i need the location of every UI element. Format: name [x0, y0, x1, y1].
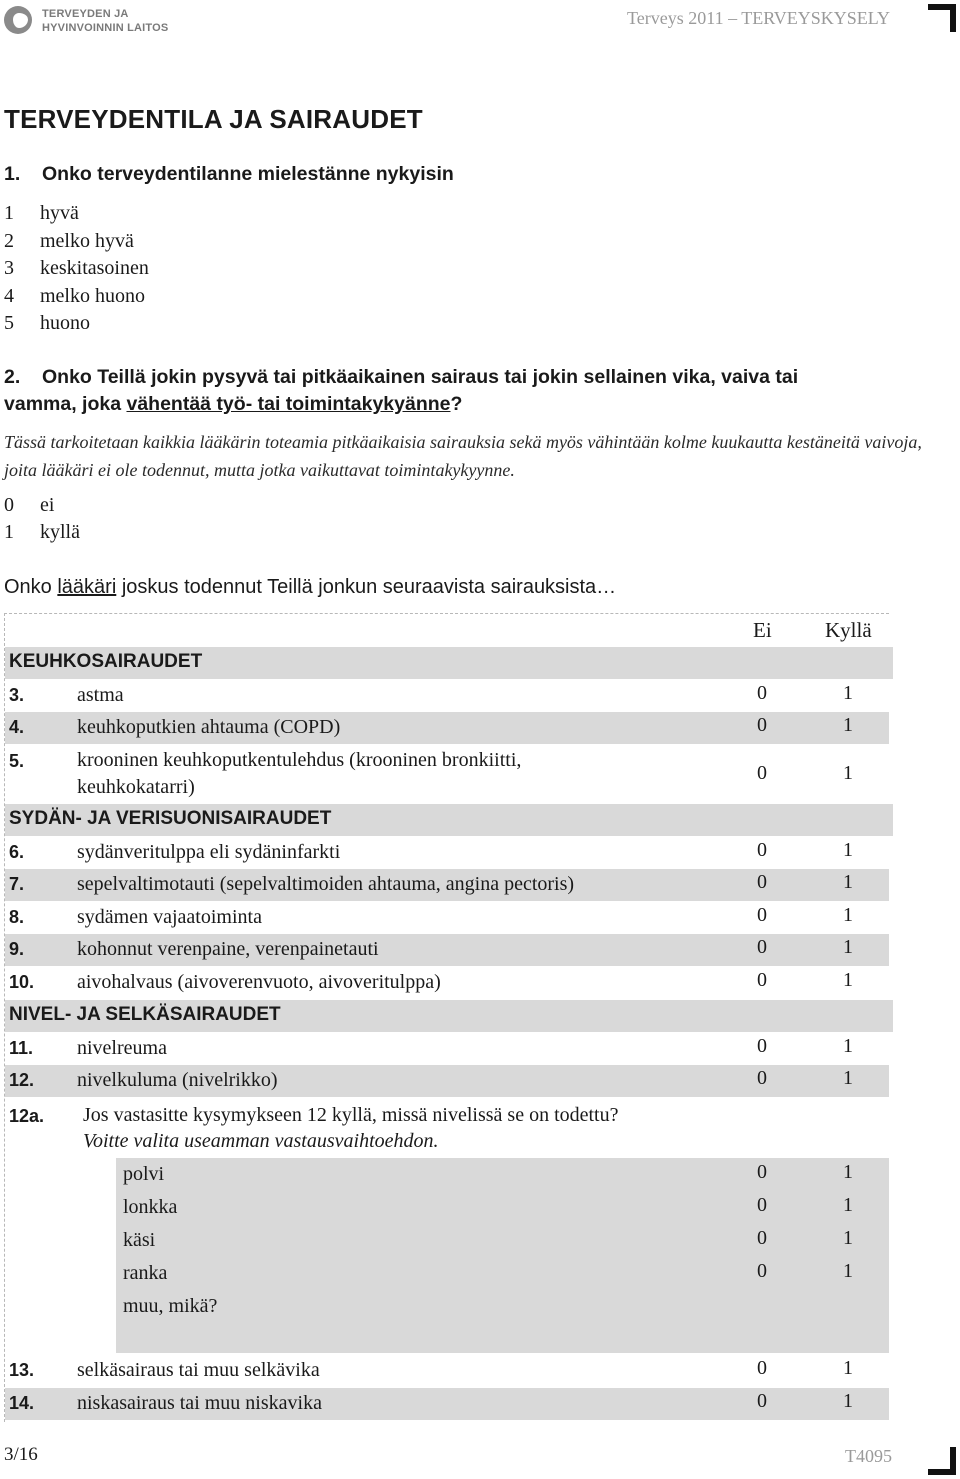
table-row: 4. keuhkoputkien ahtauma (COPD) 0 1: [5, 712, 889, 744]
q2-option-1[interactable]: 1 kyllä: [4, 521, 80, 543]
answer-ei[interactable]: 0: [757, 1161, 767, 1183]
logo-line-1: TERVEYDEN JA: [42, 8, 129, 20]
answer-kylla[interactable]: 1: [843, 1390, 853, 1412]
answer-kylla[interactable]: 1: [843, 839, 853, 861]
col-ei: Ei: [753, 618, 772, 642]
q2-option-0[interactable]: 0 ei: [4, 494, 55, 516]
joint-row-ranka: ranka 0 1: [123, 1260, 853, 1284]
question-1-text: Onko terveydentilanne mielestänne nykyisin: [42, 163, 454, 185]
question-12a-text: Jos vastasitte kysymykseen 12 kyllä, missä nivelissä se on todettu?: [83, 1104, 619, 1126]
logo-line-2: HYVINVOINNIN LAITOS: [42, 22, 169, 34]
document-title: Terveys 2011 – TERVEYSKYSELY: [627, 8, 890, 28]
answer-kylla[interactable]: 1: [843, 1227, 853, 1249]
crop-mark-bottom-right: [928, 1447, 956, 1475]
question-1: [4, 163, 454, 186]
table-row: 10. aivohalvaus (aivoverenvuoto, aivoveritulppa) 0 1: [9, 969, 853, 993]
answer-kylla[interactable]: 1: [843, 969, 853, 991]
answer-kylla[interactable]: 1: [843, 871, 853, 893]
table-header-row: [5, 614, 889, 646]
answer-kylla[interactable]: 1: [843, 936, 853, 958]
answer-ei[interactable]: 0: [757, 1260, 767, 1282]
answer-kylla[interactable]: 1: [843, 904, 853, 926]
question-12a: 12a. Jos vastasitte kysymykseen 12 kyllä, missä nivelissä se on todettu? Voitte valita useamman vastausvaihtoehdon.: [9, 1104, 619, 1152]
page-number: 3/16: [4, 1444, 38, 1465]
thl-logo: [4, 4, 174, 34]
question-2-line-1: Onko Teillä jokin pysyvä tai pitkäaikainen sairaus tai jokin sellainen vika, vaiva tai: [42, 366, 799, 388]
category-keuhkosairaudet: KEUHKOSAIRAUDET: [5, 647, 893, 679]
answer-kylla[interactable]: 1: [843, 714, 853, 736]
logo-mark-icon: [4, 6, 32, 34]
table-row: 8. sydämen vajaatoiminta 0 1: [9, 904, 853, 928]
answer-kylla[interactable]: 1: [843, 762, 853, 784]
table-row: 7. sepelvaltimotauti (sepelvaltimoiden ahtauma, angina pectoris) 0 1: [5, 869, 889, 901]
answer-ei[interactable]: 0: [757, 871, 767, 893]
answer-ei[interactable]: 0: [757, 714, 767, 736]
answer-ei[interactable]: 0: [757, 682, 767, 704]
joint-row-muu[interactable]: muu, mikä?: [123, 1295, 218, 1317]
question-2-number: 2.: [4, 366, 21, 388]
answer-kylla[interactable]: 1: [843, 1260, 853, 1282]
table-row: 3. astma 0 1: [9, 682, 853, 706]
answer-kylla[interactable]: 1: [843, 1161, 853, 1183]
question-12a-hint: Voitte valita useamman vastausvaihtoehdon.: [83, 1130, 439, 1152]
disease-intro: Onko lääkäri joskus todennut Teillä jonkun seuraavista sairauksista…: [4, 576, 617, 598]
answer-ei[interactable]: 0: [757, 1194, 767, 1216]
table-row: 14. niskasairaus tai muu niskavika 0 1: [5, 1388, 889, 1420]
category-sydan-verisuoni: SYDÄN- JA VERISUONISAIRAUDET: [5, 804, 893, 836]
answer-ei[interactable]: 0: [757, 969, 767, 991]
intro-emphasis: lääkäri: [57, 576, 117, 598]
q1-option-2[interactable]: 2 melko hyvä: [4, 230, 134, 252]
q1-option-5[interactable]: 5 huono: [4, 312, 90, 334]
crop-mark-top-right: [928, 4, 956, 32]
question-1-number: 1.: [4, 163, 21, 185]
answer-ei[interactable]: 0: [757, 762, 767, 784]
form-code: T4095: [845, 1446, 892, 1466]
answer-kylla[interactable]: 1: [843, 1067, 853, 1089]
answer-ei[interactable]: 0: [757, 1227, 767, 1249]
question-2-note: Tässä tarkoitetaan kaikkia lääkärin toteamia pitkäaikaisia sairauksia sekä myös vähintään kolme kuukautta kestäneitä vaivoja, joita lääkäri ei ole todennut, mutta jotka vaikuttavat toimintakykyynne.: [4, 432, 922, 480]
answer-kylla[interactable]: 1: [843, 1357, 853, 1379]
answer-ei[interactable]: 0: [757, 1390, 767, 1412]
answer-ei[interactable]: 0: [757, 1067, 767, 1089]
joint-row-lonkka: lonkka 0 1: [123, 1194, 853, 1218]
table-row: 9. kohonnut verenpaine, verenpainetauti 0 1: [5, 934, 889, 966]
question-2-emphasis: vähentää työ- tai toimintakykyänne: [126, 393, 451, 415]
section-title: TERVEYDENTILA JA SAIRAUDET: [4, 104, 423, 134]
table-row: 13. selkäsairaus tai muu selkävika 0 1: [9, 1357, 853, 1381]
col-kylla: Kyllä: [825, 618, 872, 642]
answer-ei[interactable]: 0: [757, 904, 767, 926]
category-nivel-selka: NIVEL- JA SELKÄSAIRAUDET: [5, 1000, 893, 1032]
table-row: 5. krooninen keuhkoputkentulehdus (krooninen bronkiitti, keuhkokatarri) 0 1: [9, 749, 853, 798]
answer-kylla[interactable]: 1: [843, 1035, 853, 1057]
answer-kylla[interactable]: 1: [843, 1194, 853, 1216]
answer-ei[interactable]: 0: [757, 839, 767, 861]
joint-row-polvi: polvi 0 1: [123, 1161, 853, 1185]
answer-ei[interactable]: 0: [757, 1357, 767, 1379]
q1-option-3[interactable]: 3 keskitasoinen: [4, 257, 149, 279]
table-row: 12. nivelkuluma (nivelrikko) 0 1: [5, 1065, 889, 1097]
table-row: 6. sydänveritulppa eli sydäninfarkti 0 1: [9, 839, 853, 863]
answer-ei[interactable]: 0: [757, 1035, 767, 1057]
q1-option-4[interactable]: 4 melko huono: [4, 285, 145, 307]
q1-option-1[interactable]: 1 hyvä: [4, 202, 79, 224]
answer-kylla[interactable]: 1: [843, 682, 853, 704]
table-row: 11. nivelreuma 0 1: [9, 1035, 853, 1059]
question-2-line-2: vamma, joka vähentää työ- tai toimintakykyänne?: [4, 393, 463, 415]
joint-row-kasi: käsi 0 1: [123, 1227, 853, 1251]
question-2: [4, 366, 798, 389]
answer-ei[interactable]: 0: [757, 936, 767, 958]
